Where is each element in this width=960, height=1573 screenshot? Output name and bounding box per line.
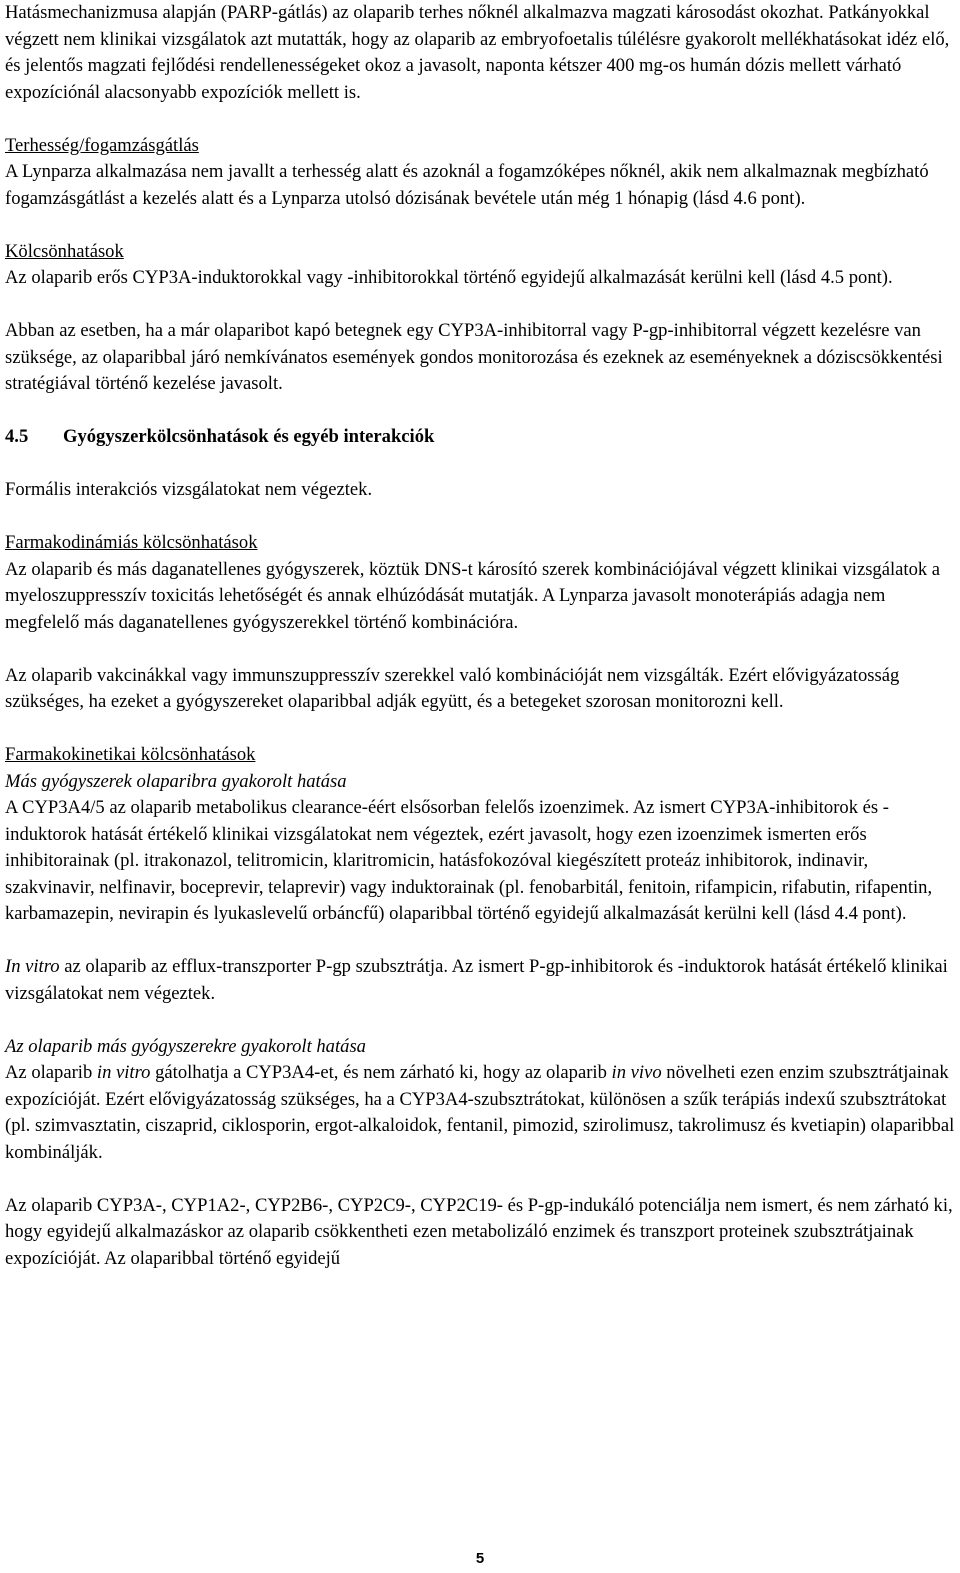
pharmacokinetic-subheading: Más gyógyszerek olaparibra gyakorolt hatása	[5, 770, 347, 792]
invitro-paragraph	[5, 954, 955, 1007]
pregnancy-heading: Terhesség/fogamzásgátlás	[5, 134, 199, 156]
cyp3a4-text-b: gátolhatja a CYP3A4-et, és nem zárható ki, hogy az olaparib	[150, 1062, 612, 1083]
interactions-paragraph-2: Abban az esetben, ha a már olaparibot kapó betegnek egy CYP3A-inhibitorral vagy P-gp-inhibitorral végzett kezelésre van szüksége, az olaparibbal járó nemkívánatos események gondos monitorozása és ezeknek az eseményeknek a dóziscsökkentési stratégiával történő kezelése javasolt.	[5, 320, 943, 394]
intro-paragraph: Hatásmechanizmusa alapján (PARP-gátlás) az olaparib terhes nőknél alkalmazva magzati károsodást okozhat. Patkányokkal végzett nem klinikai vizsgálatok azt mutatták, hogy az olaparib az embryofoetalis túlélésre gyakorolt mellékhatásokat idéz elő, és jelentős magzati fejlődési rendellenességeket okoz a javasolt, naponta kétszer 400 mg-os humán dózis mellett várható expozíciónál alacsonyabb expozíciók mellett is.	[5, 2, 950, 103]
induction-paragraph: Az olaparib CYP3A-, CYP1A2-, CYP2B6-, CYP2C9-, CYP2C19- és P-gp-indukáló potenciálja nem ismert, és nem zárható ki, hogy egyidejű alkalmazáskor az olaparib csökkentheti ezen metabolizáló enzimek és transzport proteinek szubsztrátjainak expozícióját. Az olaparibbal történő egyidejű	[5, 1194, 953, 1269]
invitro-label: In vitro	[5, 956, 60, 977]
pharmacodynamic-heading: Farmakodinámiás kölcsönhatások	[5, 532, 258, 553]
cyp3a4-invivo: in vivo	[611, 1062, 662, 1083]
pharmacodynamic-paragraph: Az olaparib és más daganatellenes gyógyszerek, köztük DNS-t károsító szerek kombinációjával végzett klinikai vizsgálatok a myeloszuppresszív toxicitás lehetőségét és annak elhúzódását mutatják. A Lynparza javasolt monoterápiás adagja nem megfelelő más daganatellenes gyógyszerekkel történő kombinációra.	[5, 558, 941, 633]
pharmacokinetic-paragraph: A CYP3A4/5 az olaparib metabolikus clearance-éért elsősorban felelős izoenzimek. Az ismert CYP3A-inhibitorok és -induktorok hatását értékelő klinikai vizsgálatokat nem végeztek, ezért javasolt, hogy ezen izoenzimek ismerten erős inhibitorainak (pl. itrakonazol, telitromicin, klaritromicin, hatásfokozóval kiegészített proteáz inhibitorok, indinavir, szakvinavir, nelfinavir, boceprevir, telaprevir) vagy induktorainak (pl. fenobarbitál, fenitoin, rifampicin, rifabutin, rifapentin, karbamazepin, nevirapin és lyukaslevelű orbáncfű) olaparibbal történő egyidejű alkalmazását kerülni kell (lásd 4.4 pont).	[5, 797, 933, 924]
cyp3a4-text-a: Az olaparib	[5, 1062, 97, 1083]
pharmacokinetic-heading: Farmakokinetikai kölcsönhatások	[5, 744, 256, 765]
pregnancy-paragraph: A Lynparza alkalmazása nem javallt a terhesség alatt és azoknál a fogamzóképes nőknél, akik nem alkalmaznak megbízható fogamzásgátlást a kezelés alatt és a Lynparza utolsó dózisának bevétele után még 1 hónapig (lásd 4.6 pont).	[5, 161, 929, 209]
cyp3a4-invitro: in vitro	[96, 1062, 151, 1083]
section-heading	[5, 424, 955, 451]
cyp3a4-text-c: növelheti ezen enzim szubsztrátjainak expozícióját. Ezért elővigyázatosság szükséges, ha a CYP3A4-szubsztrátokat, különösen a szűk terápiás indexű szubsztrátokat (pl. szimvasztatin, ciszaprid, ciklosporin, ergot-alkaloidok, fentanil, pimozid, szirolimusz, takrolimusz és kvetiapin) olaparibbal kombinálják.	[5, 1062, 955, 1163]
formal-studies-paragraph: Formális interakciós vizsgálatokat nem végeztek.	[5, 479, 373, 500]
section-title: Gyógyszerkölcsönhatások és egyéb interakciók	[63, 426, 435, 447]
cyp3a4-paragraph	[5, 1060, 955, 1166]
page-number: 5	[475, 1550, 485, 1567]
interactions-heading: Kölcsönhatások	[5, 240, 124, 262]
pharmacodynamic-paragraph-2: Az olaparib vakcinákkal vagy immunszuppresszív szerekkel való kombinációját nem vizsgálták. Ezért elővigyázatosság szükséges, ha ezeket a gyógyszereket olaparibbal adják együtt, és a betegeket szorosan monitorozni kell.	[5, 664, 900, 712]
pharmacokinetic-subheading-2: Az olaparib más gyógyszerekre gyakorolt hatása	[5, 1035, 366, 1057]
invitro-text: az olaparib az efflux-transzporter P-gp szubsztrátja. Az ismert P-gp-inhibitorok és -induktorok hatását értékelő klinikai vizsgálatokat nem végeztek.	[5, 956, 948, 1004]
interactions-paragraph: Az olaparib erős CYP3A-induktorokkal vagy -inhibitorokkal történő egyidejű alkalmazását kerülni kell (lásd 4.5 pont).	[5, 267, 893, 288]
section-number: 4.5	[5, 426, 29, 447]
